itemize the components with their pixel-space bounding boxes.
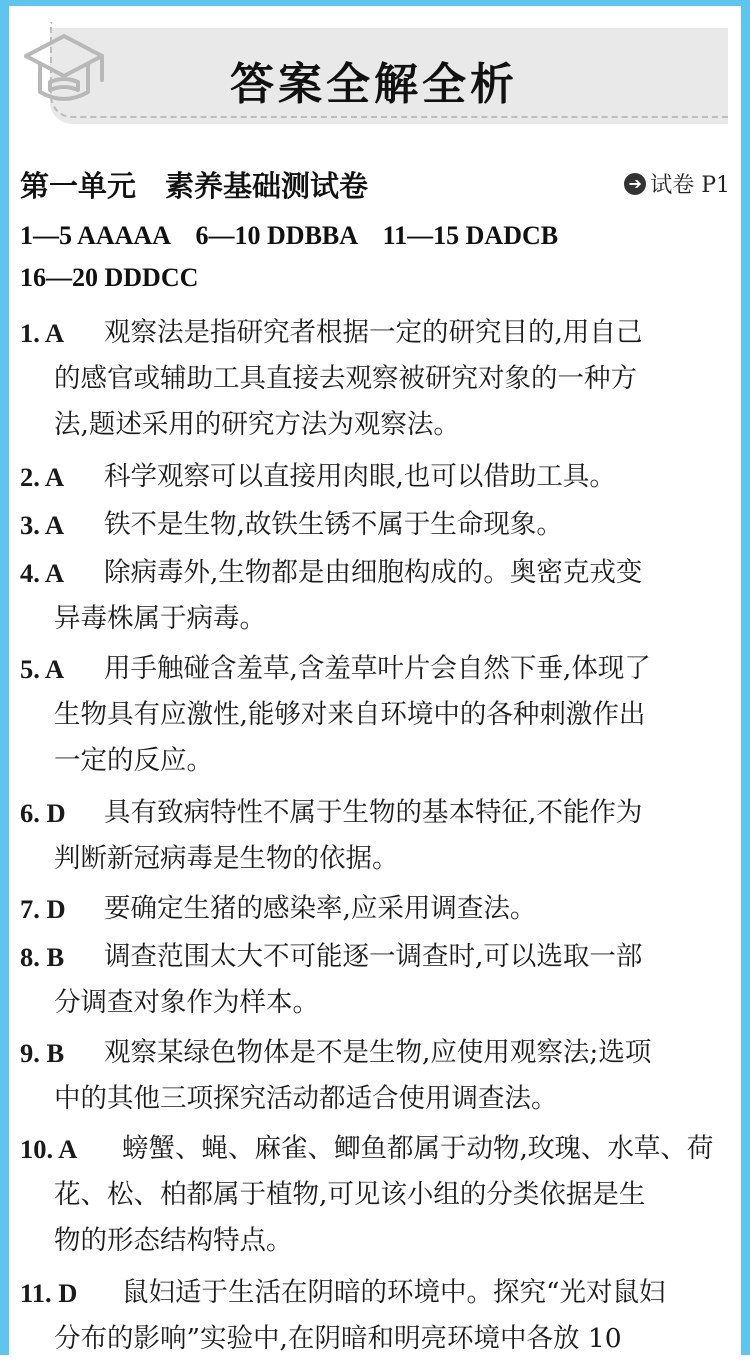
explanation-line: 要确定生猪的感染率,应采用调查法。 bbox=[104, 893, 537, 924]
explanation-line: 用手触碰含羞草,含羞草叶片会自然下垂,体现了 bbox=[104, 653, 651, 684]
explanation-item bbox=[20, 550, 732, 642]
explanation-item bbox=[20, 886, 732, 932]
explanation-item bbox=[20, 790, 732, 882]
paper-reference bbox=[624, 168, 730, 199]
explanation-line: 观察法是指研究者根据一定的研究目的,用自己 bbox=[104, 317, 643, 348]
explanation-line: 花、松、柏都属于植物,可见该小组的分类依据是生 bbox=[54, 1179, 646, 1210]
explanation-item bbox=[20, 934, 732, 1026]
question-answer-label: 11. D bbox=[20, 1278, 78, 1308]
question-answer-label: 9. B bbox=[20, 1038, 65, 1068]
explanation-line: 异毒株属于病毒。 bbox=[54, 603, 266, 634]
question-answer-label: 6. D bbox=[20, 798, 66, 828]
explanation-line: 科学观察可以直接用肉眼,也可以借助工具。 bbox=[104, 461, 616, 492]
explanation-line: 生物具有应激性,能够对来自环境中的各种刺激作出 bbox=[54, 699, 646, 730]
explanation-item bbox=[20, 646, 732, 784]
paper-reference-text: 试卷 P1 bbox=[650, 173, 730, 198]
explanation-item bbox=[20, 1270, 732, 1362]
page-title: 答案全解全析 bbox=[230, 59, 518, 110]
explanation-line: 物的形态结构特点。 bbox=[54, 1225, 293, 1256]
question-answer-label: 8. B bbox=[20, 942, 65, 972]
explanation-line: 观察某绿色物体是不是生物,应使用观察法;选项 bbox=[104, 1037, 652, 1068]
unit-heading bbox=[20, 162, 730, 206]
explanation-line: 分布的影响”实验中,在阴暗和明亮环境中各放 10 bbox=[54, 1323, 622, 1354]
arrow-right-icon: ➔ bbox=[624, 173, 646, 195]
question-answer-label: 1. A bbox=[20, 318, 65, 348]
top-border bbox=[0, 0, 750, 6]
explanation-line: 除病毒外,生物都是由细胞构成的。奥密克戎变 bbox=[104, 557, 643, 588]
explanation-line: 调查范围太大不可能逐一调查时,可以选取一部 bbox=[104, 941, 643, 972]
unit-title: 第一单元 素养基础测试卷 bbox=[20, 169, 369, 203]
explanation-line: 的感官或辅助工具直接去观察被研究对象的一种方 bbox=[54, 363, 637, 394]
question-answer-label: 4. A bbox=[20, 558, 65, 588]
explanation-line: 中的其他三项探究活动都适合使用调查法。 bbox=[54, 1083, 558, 1114]
left-border bbox=[0, 0, 9, 1355]
question-answer-label: 2. A bbox=[20, 462, 65, 492]
explanation-line: 螃蟹、蝇、麻雀、鲫鱼都属于动物,玫瑰、水草、荷 bbox=[122, 1133, 714, 1164]
explanation-line: 一定的反应。 bbox=[54, 745, 213, 776]
explanation-item bbox=[20, 310, 732, 448]
question-answer-label: 5. A bbox=[20, 654, 65, 684]
explanation-item bbox=[20, 454, 732, 500]
question-answer-label: 3. A bbox=[20, 510, 65, 540]
choice-answers-line: 1—5 AAAAA 6—10 DDBBA 11—15 DADCB bbox=[20, 221, 559, 250]
explanation-line: 鼠妇适于生活在阴暗的环境中。探究“光对鼠妇 bbox=[122, 1277, 666, 1308]
explanation-line: 法,题述采用的研究方法为观察法。 bbox=[54, 409, 460, 440]
explanation-line: 铁不是生物,故铁生锈不属于生命现象。 bbox=[104, 509, 563, 540]
question-answer-label: 7. D bbox=[20, 894, 66, 924]
explanation-item bbox=[20, 502, 732, 548]
explanation-line: 具有致病特性不属于生物的基本特征,不能作为 bbox=[104, 797, 643, 828]
choice-answers-line: 16—20 DDDCC bbox=[20, 263, 199, 292]
explanation-item bbox=[20, 1126, 732, 1264]
explanation-item bbox=[20, 1030, 732, 1122]
question-answer-label: 10. A bbox=[20, 1134, 78, 1164]
page-header bbox=[20, 22, 728, 124]
right-border bbox=[741, 0, 750, 1355]
explanation-line: 分调查对象作为样本。 bbox=[54, 987, 319, 1018]
explanation-line: 判断新冠病毒是生物的依据。 bbox=[54, 843, 399, 874]
